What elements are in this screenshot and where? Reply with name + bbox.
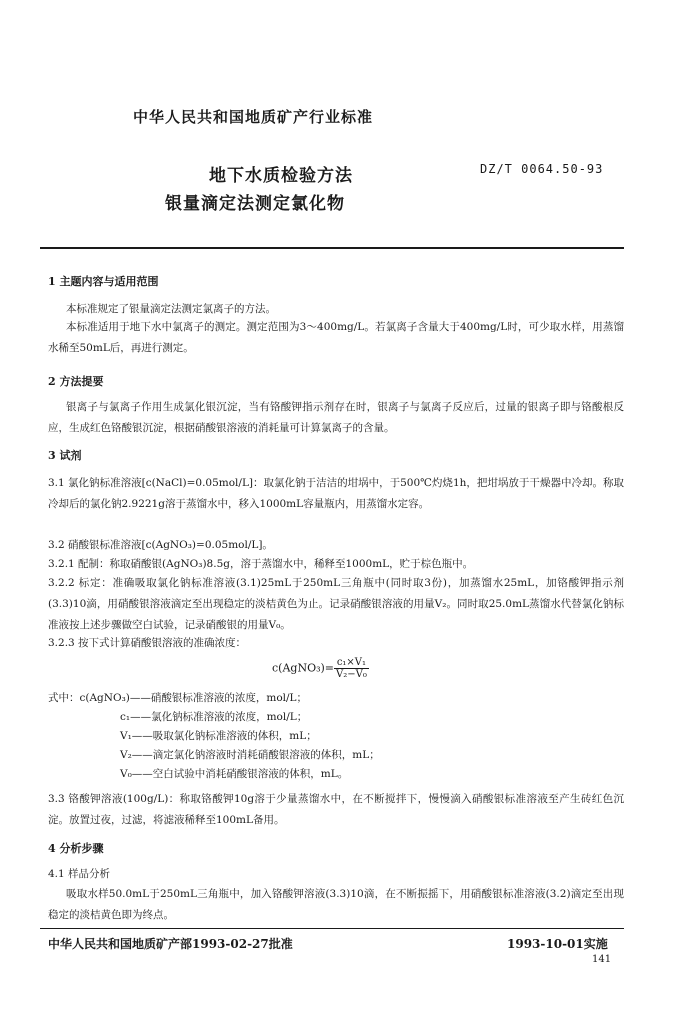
section-2-title: 2 方法提要 xyxy=(48,375,104,388)
formula-denominator: V₂−V₀ xyxy=(336,669,367,680)
section-3-1: 3.1 氯化钠标准溶液[c(NaCl)=0.05mol/L]：取氯化钠于洁洁的坩埚中，于500℃灼烧1h，把坩埚放于干燥器中冷却。称取冷却后的氯化钠2.9221g溶于蒸馏水中，移入1000mL容量瓶内，用蒸馏水定容。 xyxy=(48,477,624,510)
bottom-rule xyxy=(40,928,624,929)
formula-fraction xyxy=(334,657,369,680)
section-4-1: 4.1 样品分析 xyxy=(48,868,111,880)
where-line: 式中：c(AgNO₃)——硝酸银标准溶液的浓度，mol/L； xyxy=(48,692,308,704)
title-line-1: 地下水质检验方法 xyxy=(209,166,353,186)
section-3-2-1: 3.2.1 配制：称取硝酸银(AgNO₃)8.5g，溶于蒸馏水中，稀释至1000mL，贮于棕色瓶中。 xyxy=(48,558,474,570)
section-3-2: 3.2 硝酸银标准溶液[c(AgNO₃)=0.05mol/L]。 xyxy=(48,539,273,551)
standard-code: DZ/T 0064.50-93 xyxy=(480,162,604,176)
section-3-2-2: 3.2.2 标定：准确吸取氯化钠标准溶液(3.1)25mL于250mL三角瓶中(同时取3份)，加蒸馏水25mL，加铬酸钾指示剂(3.3)10滴，用硝酸银溶液滴定至出现稳定的淡桔黄色为止。记录硝酸银溶液的用量V₂。同时取25.0mL蒸馏水代替氯化钠标准液按上述步骤做空白试验，记录硝酸银的用量V₀。 xyxy=(48,577,624,631)
where-v2: V₂——滴定氯化钠溶液时消耗硝酸银溶液的体积，mL； xyxy=(120,749,380,761)
section-3-title: 3 试剂 xyxy=(48,449,82,462)
where-v0: V₀——空白试验中消耗硝酸银溶液的体积，mL。 xyxy=(120,768,349,780)
section-3-2-3: 3.2.3 按下式计算硝酸银溶液的准确浓度： xyxy=(48,637,247,649)
top-rule xyxy=(40,247,624,249)
section-4-1-para: 吸取水样50.0mL于250mL三角瓶中，加入铬酸钾溶液(3.3)10滴，在不断振摇下，用硝酸银标准溶液(3.2)滴定至出现稳定的淡桔黄色即为终点。 xyxy=(48,888,624,921)
formula xyxy=(272,657,369,680)
effective-date: 1993-10-01实施 xyxy=(507,937,608,951)
title-line-2: 银量滴定法测定氯化物 xyxy=(165,194,345,214)
approval-date: 中华人民共和国地质矿产部1993-02-27批准 xyxy=(48,937,293,951)
section-2-para-1: 银离子与氯离子作用生成氯化银沉淀，当有铬酸钾指示剂存在时，银离子与氯离子反应后，过量的银离子即与铬酸根反应，生成红色铬酸银沉淀，根据硝酸银溶液的消耗量可计算氯离子的含量。 xyxy=(48,401,624,434)
section-1-para-2: 本标准适用于地下水中氯离子的测定。测定范围为3～400mg/L。若氯离子含量大于400mg/L时，可少取水样，用蒸馏水稀至50mL后，再进行测定。 xyxy=(48,321,624,354)
section-4-title: 4 分析步骤 xyxy=(48,842,104,855)
formula-lhs: c(AgNO₃)= xyxy=(272,661,334,675)
agency-header: 中华人民共和国地质矿产行业标准 xyxy=(133,108,374,126)
section-1-para-1: 本标准规定了银量滴定法测定氯离子的方法。 xyxy=(66,303,276,315)
where-c1: c₁——氯化钠标准溶液的浓度，mol/L； xyxy=(120,711,308,723)
formula-numerator: c₁×V₁ xyxy=(334,657,369,669)
section-3-3: 3.3 铬酸钾溶液(100g/L)：称取铬酸钾10g溶于少量蒸馏水中，在不断搅拌下，慢慢滴入硝酸银标准溶液至产生砖红色沉淀。放置过夜，过滤，将滤液稀释至100mL备用。 xyxy=(48,793,624,826)
section-1-title: 1 主题内容与适用范围 xyxy=(48,275,159,288)
where-v1: V₁——吸取氯化钠标准溶液的体积，mL； xyxy=(120,730,317,742)
page-number: 141 xyxy=(592,954,612,965)
